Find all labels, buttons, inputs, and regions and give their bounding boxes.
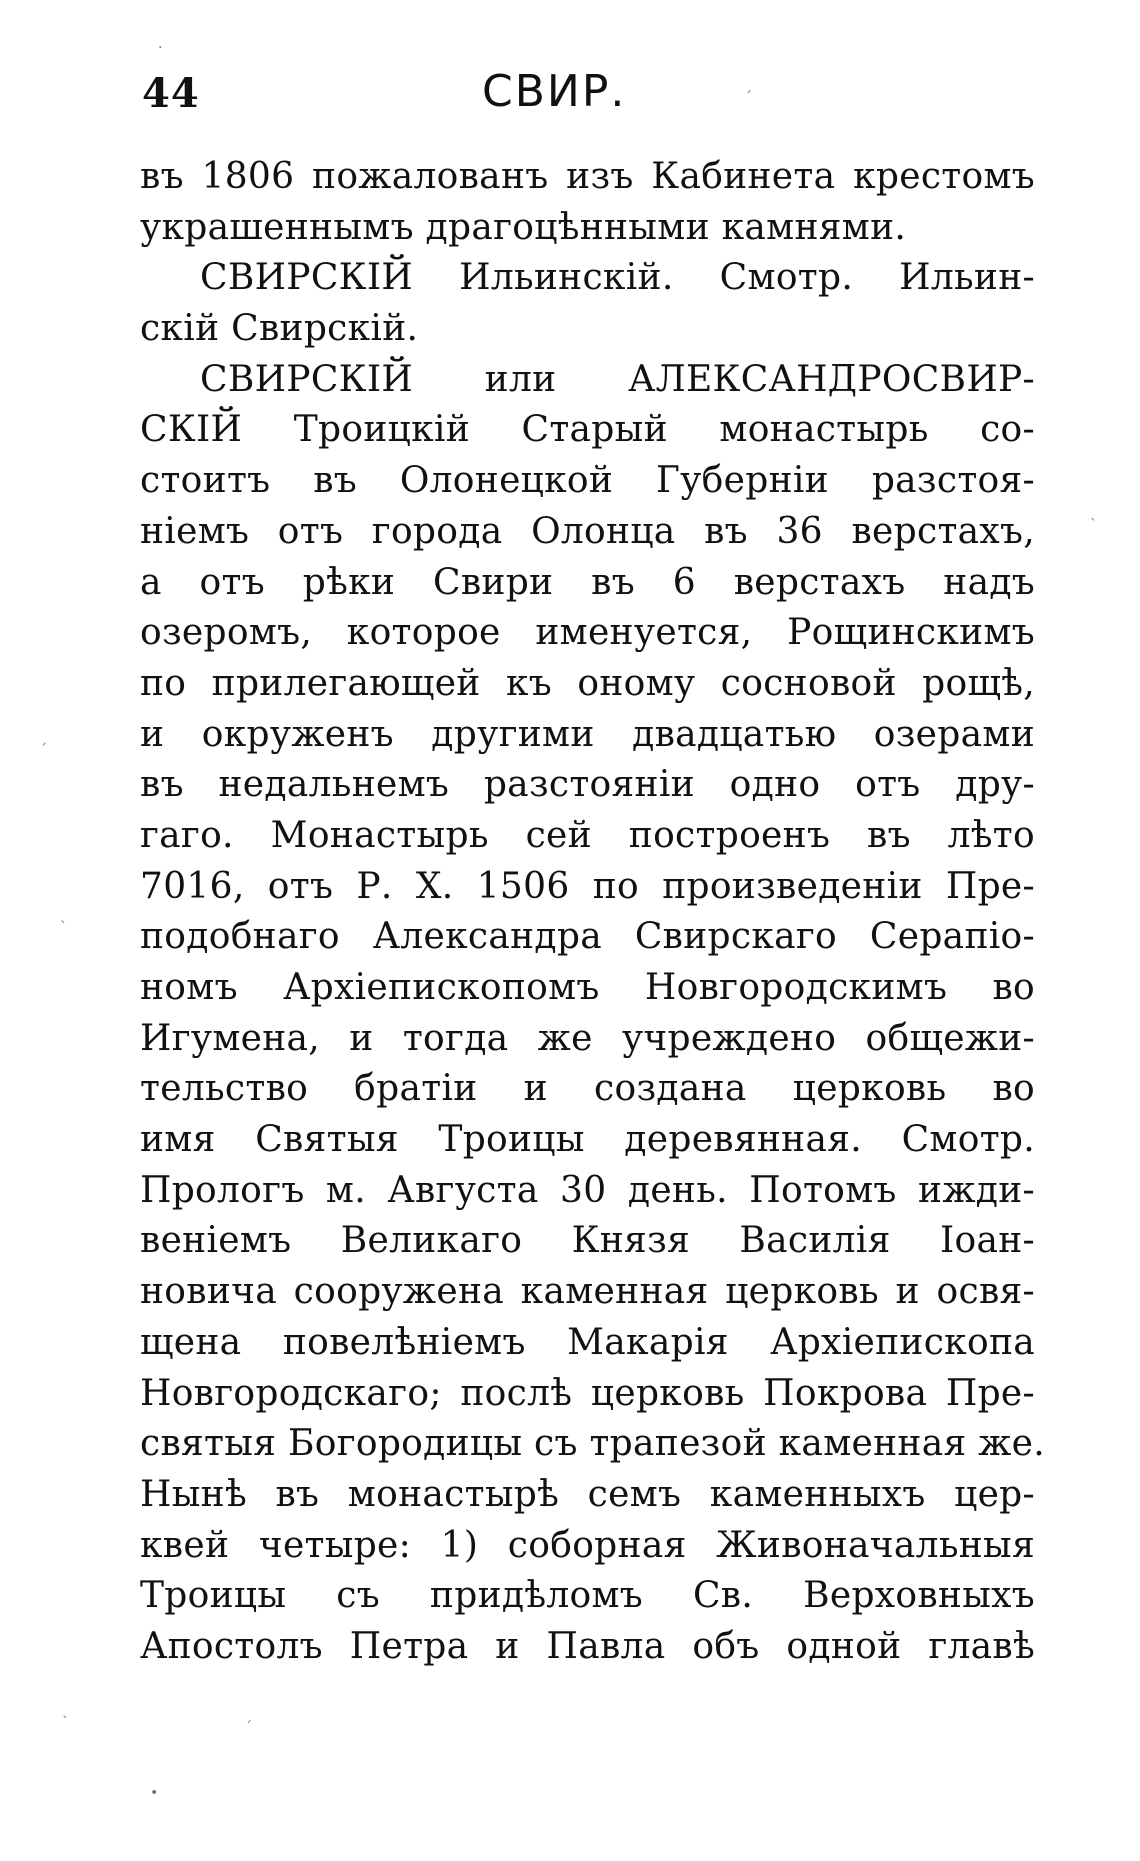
text-line: имя Святыя Троицы деревянная. Смотр. — [140, 1119, 1035, 1161]
text-line: Апостолъ Петра и Павла объ одной главѣ — [140, 1625, 1035, 1667]
text-line: въ 1806 пожалованъ изъ Кабинета крестомъ — [140, 156, 1035, 197]
text-line: ніемъ отъ города Олонца въ 36 верстахъ, — [140, 510, 1035, 552]
text-line: скій Свирскій. — [140, 308, 419, 350]
scan-speck: · — [158, 40, 163, 56]
scan-speck: ˎ — [1090, 505, 1097, 521]
entry-heading-line: СВИРСКІЙ или АЛЕКСАНДРОСВИР- — [200, 358, 1035, 400]
text-line: номъ Архіепископомъ Новгородскимъ во — [140, 967, 1035, 1008]
scan-speck: ˋ — [62, 1715, 69, 1731]
body-text — [140, 152, 1045, 1673]
scan-speck: ˋ — [60, 920, 67, 936]
text-line: украшеннымъ драгоцѣнными камнями. — [140, 206, 907, 248]
text-line: гаго. Монастырь сей построенъ въ лѣто — [140, 814, 1035, 856]
text-line: а отъ рѣки Свири въ 6 верстахъ надъ — [140, 561, 1035, 603]
scan-speck: ˏ — [40, 730, 47, 746]
text-line: тельство братіи и создана церковь во — [140, 1068, 1035, 1110]
text-line: Троицы съ придѣломъ Св. Верховныхъ — [140, 1575, 1035, 1617]
text-line: подобнаго Александра Свирскаго Серапіо- — [140, 916, 1035, 958]
page-number: 44 — [142, 70, 200, 117]
text-line: въ недальнемъ разстояніи одно отъ дру- — [140, 764, 1035, 806]
scan-speck: ˊ — [245, 1720, 252, 1736]
text-line: стоитъ въ Олонецкой Губерніи разстоя- — [140, 460, 1035, 502]
text-line: веніемъ Великаго Князя Василія Іоан- — [140, 1220, 1035, 1262]
scan-speck: ˊ — [745, 90, 752, 106]
text-line: озеромъ, которое именуется, Рощинскимъ — [140, 612, 1035, 654]
text-line: Прологъ м. Августа 30 день. Потомъ ижди- — [140, 1169, 1035, 1211]
text-line: щена повелѣніемъ Макарія Архіепископа — [140, 1321, 1035, 1363]
text-line: 7016, отъ Р. Х. 1506 по произведеніи Пре- — [140, 865, 1035, 907]
text-line: и окруженъ другими двадцатью озерами — [140, 713, 1035, 755]
text-line: Игумена, и тогда же учреждено общежи- — [140, 1017, 1035, 1059]
entry-heading-line: СВИРСКІЙ Ильинскій. Смотр. Ильин- — [200, 257, 1035, 299]
text-line: СКІЙ Троицкій Старый монастырь со- — [140, 409, 1035, 451]
running-head: СВИР. — [482, 66, 627, 117]
scan-speck: • — [150, 1785, 159, 1801]
text-line: Новгородскаго; послѣ церковь Покрова Пре- — [140, 1372, 1035, 1414]
text-line: по прилегающей къ оному сосновой рощѣ, — [140, 662, 1035, 704]
text-line: святыя Богородицы съ трапезой каменная же. — [140, 1423, 1045, 1465]
page-header — [140, 62, 1040, 132]
text-line: квей четыре: 1) соборная Живоначальныя — [140, 1524, 1035, 1566]
text-line: новича сооружена каменная церковь и освя- — [140, 1271, 1035, 1313]
text-line: Нынѣ въ монастырѣ семъ каменныхъ цер- — [140, 1473, 1035, 1515]
